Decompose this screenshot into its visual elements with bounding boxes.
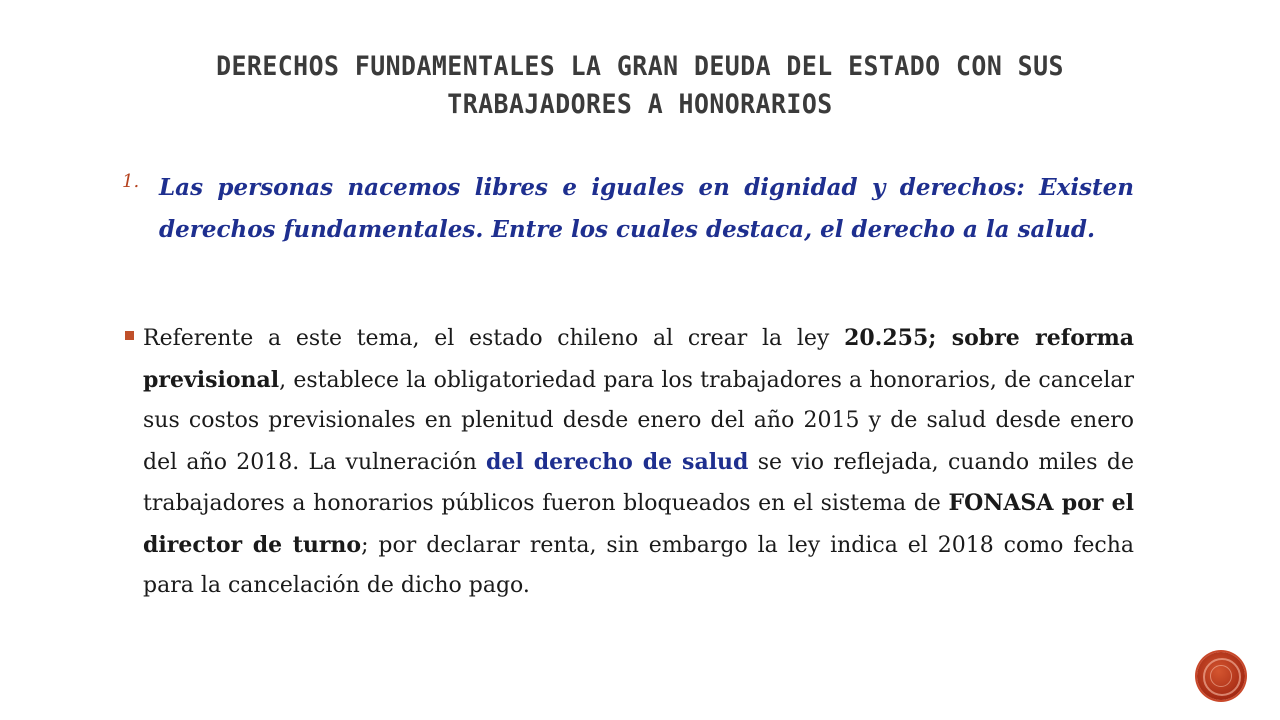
right-to-health-highlight: del derecho de salud [486, 448, 749, 475]
fonasa-highlight: FONASA por el director de turno [143, 490, 1134, 558]
bullet-text-part-3: se vio reflejada, cuando miles de trabajadores a honorarios públicos fueron bloqueados en el sistema de [143, 449, 1134, 516]
slide-title-line-2: TRABAJADORES A HONORARIOS [447, 89, 833, 120]
bullet-text-part-2: , establece la obligatoriedad para los trabajadores a honorarios, de cancelar sus costos previsionales en plenitud desde enero del año 2015 y de salud desde enero del año 2018. La vulneración [143, 367, 1134, 475]
slide-title [198, 48, 1081, 124]
numbered-item [122, 167, 1134, 251]
bullet-text-part-4: ; por declarar renta, sin embargo la ley indica el 2018 como fecha para la cancelación de dicho pago. [143, 532, 1135, 598]
item-text: Las personas nacemos libres e iguales en dignidad y derechos: Existen derechos fundamentales. Entre los cuales destaca, el derecho a la salud. [159, 174, 1134, 243]
circular-logo-icon [1197, 652, 1245, 700]
law-reference: 20.255; sobre reforma previsional [143, 325, 1134, 393]
slide-title-line-1: DERECHOS FUNDAMENTALES LA GRAN DEUDA DEL ESTADO CON SUS [216, 51, 1064, 82]
bullet-text [143, 318, 1134, 607]
bullet-text-part-1: Referente a este tema, el estado chileno al crear la ley [143, 326, 845, 351]
bullet-paragraph [122, 318, 1134, 607]
item-number: 1. [122, 171, 140, 192]
bullet-square-icon [125, 331, 134, 340]
